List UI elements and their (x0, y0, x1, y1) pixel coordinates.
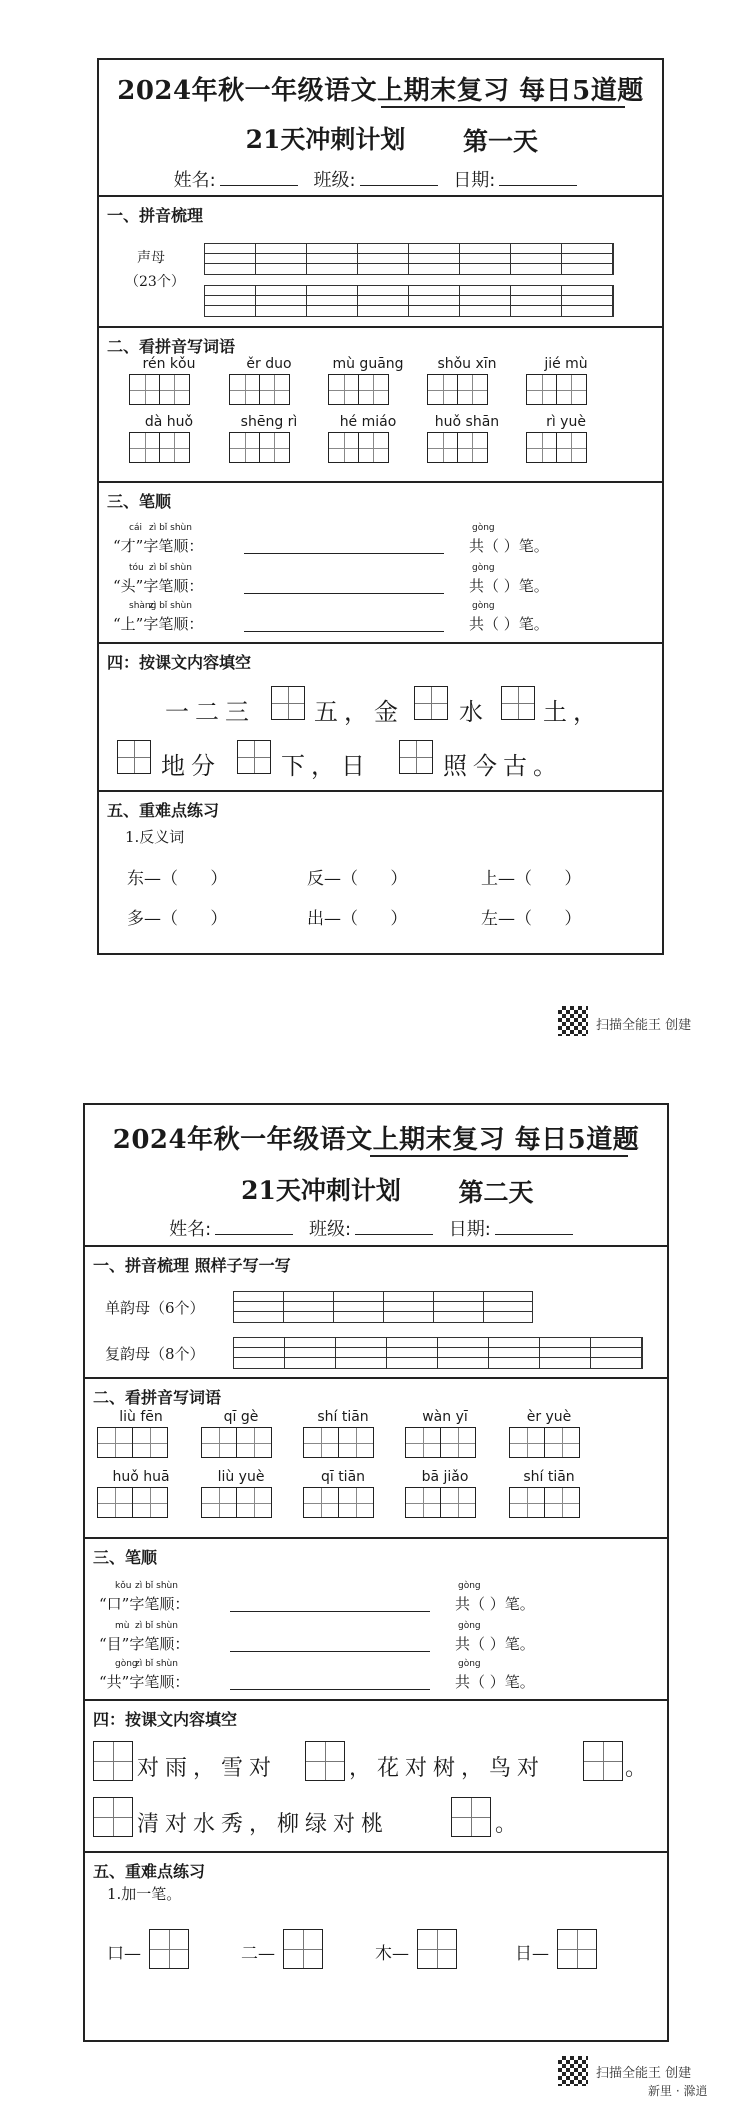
pinyin: mù guāng (332, 356, 404, 372)
char-boxes[interactable] (201, 1487, 272, 1518)
add-stroke-item: 二— (241, 1944, 275, 1964)
char-blank[interactable] (117, 740, 151, 774)
day-label: 第二天 (458, 1178, 534, 1207)
char-blank[interactable] (93, 1741, 133, 1781)
ruby: mù (115, 1621, 130, 1631)
initials-label: 声母 (137, 250, 165, 266)
ruby: gòng (458, 1581, 481, 1591)
ruby: shàng (129, 601, 157, 611)
stroke-total: 共（ ）笔。 (455, 1595, 535, 1613)
ruby: zì bǐ shùn (135, 1621, 178, 1631)
stroke-question: “头”字笔顺： (113, 577, 204, 595)
text-fragment: 对雨，雪对 (137, 1756, 278, 1781)
char-boxes[interactable] (129, 432, 190, 463)
title-underline (370, 1155, 628, 1157)
name-label: 姓名: (173, 170, 216, 191)
stroke-question: “才”字笔顺： (113, 537, 204, 555)
compound-finals-label: 复韵母（8个） (105, 1345, 205, 1363)
worksheet-title: 2024年秋一年级语文上期末复习 每日5道题 (112, 1125, 640, 1155)
date-label: 日期: (448, 1219, 491, 1240)
stroke-answer-line[interactable] (230, 1611, 430, 1612)
antonym-item[interactable]: 多—（ ） (127, 909, 228, 929)
section-title: 四：按课文内容填空 (93, 1710, 238, 1729)
char-boxes[interactable] (427, 374, 488, 405)
char-boxes[interactable] (405, 1427, 476, 1458)
text-fragment: 。 (495, 1812, 524, 1837)
char-boxes[interactable] (303, 1427, 374, 1458)
section-title: 五、重难点练习 (107, 801, 220, 820)
stroke-answer-line[interactable] (230, 1651, 430, 1652)
writing-lines-2[interactable] (233, 1337, 643, 1369)
date-field[interactable] (499, 171, 577, 186)
char-boxes[interactable] (129, 374, 190, 405)
antonym-item[interactable]: 左—（ ） (481, 909, 582, 929)
pinyin: huǒ huā (112, 1469, 170, 1485)
stroke-total: 共（ ）笔。 (469, 537, 549, 555)
stroke-answer-line[interactable] (244, 593, 444, 594)
text-fragment: 清对水秀，柳绿对桃 (137, 1812, 390, 1837)
text-fragment: 下，日 (281, 752, 371, 780)
char-boxes[interactable] (303, 1487, 374, 1518)
pinyin: èr yuè (526, 1409, 572, 1425)
char-boxes[interactable] (229, 374, 290, 405)
char-boxes[interactable] (97, 1427, 168, 1458)
qr-code-icon (558, 1006, 588, 1036)
stroke-total: 共（ ）笔。 (469, 615, 549, 633)
stroke-question: “口”字笔顺： (99, 1595, 190, 1613)
char-blank[interactable] (501, 686, 535, 720)
worksheet-title: 2024年秋一年级语文上期末复习 每日5道题 (117, 76, 644, 106)
ruby: cái (129, 523, 142, 533)
initials-count: （23个） (125, 274, 185, 290)
ruby: gòng (458, 1621, 481, 1631)
scanner-watermark: 扫描全能王 创建 (596, 1018, 692, 1033)
stroke-question: “目”字笔顺： (99, 1635, 190, 1653)
section-title: 一、拼音梳理 照样子写一写 (93, 1256, 291, 1275)
section-key-points (85, 1851, 667, 2042)
antonym-item[interactable]: 上—（ ） (481, 869, 582, 889)
date-field[interactable] (495, 1220, 573, 1235)
text-fragment: 五，金 (314, 698, 404, 726)
add-stroke-item: 日— (515, 1944, 549, 1964)
ruby: zì bǐ shùn (135, 1581, 178, 1591)
date-label: 日期: (453, 170, 496, 191)
antonym-item[interactable]: 出—（ ） (307, 909, 408, 929)
section-pinyin (99, 195, 662, 328)
stroke-question: “共”字笔顺： (99, 1673, 190, 1691)
pinyin: bā jiǎo (421, 1469, 469, 1485)
char-blank[interactable] (399, 740, 433, 774)
char-boxes[interactable] (509, 1427, 580, 1458)
student-info (99, 166, 662, 192)
pinyin: shí tiān (317, 1409, 369, 1425)
char-boxes[interactable] (427, 432, 488, 463)
day-label: 第一天 (462, 127, 538, 156)
simple-finals-label: 单韵母（6个） (105, 1299, 205, 1317)
class-label: 班级: (313, 170, 356, 191)
scanner-watermark: 扫描全能王 创建 (596, 2066, 692, 2081)
stroke-total: 共（ ）笔。 (455, 1673, 535, 1691)
char-boxes[interactable] (526, 432, 587, 463)
class-field[interactable] (355, 1220, 433, 1235)
pinyin: liù fēn (119, 1409, 163, 1425)
section-title: 三、笔顺 (93, 1548, 158, 1567)
char-blank[interactable] (149, 1929, 189, 1969)
char-blank[interactable] (271, 686, 305, 720)
pinyin: shí tiān (523, 1469, 575, 1485)
section-title: 五、重难点练习 (93, 1862, 206, 1881)
char-boxes[interactable] (97, 1487, 168, 1518)
text-fragment: 水 (459, 698, 489, 726)
char-blank[interactable] (414, 686, 448, 720)
stroke-total: 共（ ）笔。 (469, 577, 549, 595)
text-fragment: 地分 (161, 752, 221, 780)
section-fill-text (99, 642, 662, 792)
char-boxes[interactable] (201, 1427, 272, 1458)
char-blank[interactable] (283, 1929, 323, 1969)
ruby: gòng (472, 523, 495, 533)
antonym-item[interactable]: 东—（ ） (127, 869, 228, 889)
section-key-points (99, 790, 662, 955)
pinyin: shēng rì (240, 414, 298, 430)
section-title: 一、拼音梳理 (107, 206, 204, 225)
char-blank[interactable] (237, 740, 271, 774)
pinyin: jié mù (544, 356, 588, 372)
pinyin: rén kǒu (142, 356, 196, 372)
char-boxes[interactable] (405, 1487, 476, 1518)
add-stroke-item: 口— (107, 1944, 141, 1964)
title-underline (381, 106, 625, 108)
ruby: zì bǐ shùn (135, 1659, 178, 1669)
pinyin: liù yuè (217, 1469, 265, 1485)
char-blank[interactable] (557, 1929, 597, 1969)
stroke-question: “上”字笔顺： (113, 615, 204, 633)
writing-lines-1[interactable] (204, 243, 614, 275)
pinyin: wàn yī (422, 1409, 468, 1425)
ruby: zì bǐ shùn (149, 601, 192, 611)
char-blank[interactable] (93, 1797, 133, 1837)
char-blank[interactable] (451, 1797, 491, 1837)
text-fragment: 。 (625, 1756, 654, 1781)
char-blank[interactable] (583, 1741, 623, 1781)
section-title: 二、看拼音写词语 (107, 337, 236, 356)
name-label: 姓名: (169, 1219, 212, 1240)
section-stroke-order (99, 481, 662, 644)
writing-lines-2[interactable] (204, 285, 614, 317)
char-boxes[interactable] (229, 432, 290, 463)
ruby: tóu (129, 563, 144, 573)
ruby: gòng (472, 563, 495, 573)
ruby: zì bǐ shùn (149, 523, 192, 533)
section-title: 二、看拼音写词语 (93, 1388, 222, 1407)
exercise-title: 1.加一笔。 (107, 1885, 182, 1903)
pinyin: dà huǒ (144, 414, 194, 430)
ruby: zì bǐ shùn (149, 563, 192, 573)
ruby: gòng (115, 1659, 138, 1669)
ruby: kǒu (115, 1581, 132, 1591)
add-stroke-item: 木— (375, 1944, 409, 1964)
char-boxes[interactable] (328, 432, 389, 463)
worksheet-day1 (97, 58, 664, 955)
ruby: gòng (472, 601, 495, 611)
section-write-words (85, 1377, 667, 1539)
section-title: 四：按课文内容填空 (107, 653, 252, 672)
class-label: 班级: (308, 1219, 352, 1240)
pinyin: qī tiān (320, 1469, 366, 1485)
char-boxes[interactable] (509, 1487, 580, 1518)
exercise-title: 1.反义词 (125, 828, 185, 846)
stroke-answer-line[interactable] (244, 631, 444, 632)
pinyin: ěr duo (246, 356, 292, 372)
pinyin: rì yuè (546, 414, 586, 430)
class-field[interactable] (360, 171, 438, 186)
char-blank[interactable] (417, 1929, 457, 1969)
section-write-words (99, 326, 662, 483)
name-field[interactable] (220, 171, 298, 186)
worksheet-day2 (83, 1103, 669, 2042)
char-boxes[interactable] (526, 374, 587, 405)
name-field[interactable] (215, 1220, 293, 1235)
section-stroke-order (85, 1537, 667, 1701)
qr-code-icon (558, 2056, 588, 2086)
pinyin: hé miáo (339, 414, 397, 430)
text-fragment: 一二三 (165, 698, 255, 726)
char-boxes[interactable] (328, 374, 389, 405)
stroke-answer-line[interactable] (244, 553, 444, 554)
stroke-total: 共（ ）笔。 (455, 1635, 535, 1653)
plan-subtitle: 21天冲刺计划 (245, 125, 406, 154)
section-title: 三、笔顺 (107, 492, 172, 511)
section-fill-text (85, 1699, 667, 1853)
section-pinyin (85, 1245, 667, 1379)
antonym-item[interactable]: 反—（ ） (307, 869, 408, 889)
student-info (85, 1215, 667, 1241)
plan-subtitle: 21天冲刺计划 (241, 1176, 401, 1205)
char-blank[interactable] (305, 1741, 345, 1781)
text-fragment: ，花对树，鸟对 (349, 1756, 546, 1781)
pinyin: qī gè (223, 1409, 259, 1425)
pinyin: huǒ shān (434, 414, 500, 430)
text-fragment: 土， (543, 698, 603, 726)
corner-watermark: 新里 · 滁逍 (648, 2084, 708, 2098)
ruby: gòng (458, 1659, 481, 1669)
writing-lines-1[interactable] (233, 1291, 533, 1323)
pinyin: shǒu xīn (437, 356, 497, 372)
text-fragment: 照今古。 (443, 752, 563, 780)
stroke-answer-line[interactable] (230, 1689, 430, 1690)
